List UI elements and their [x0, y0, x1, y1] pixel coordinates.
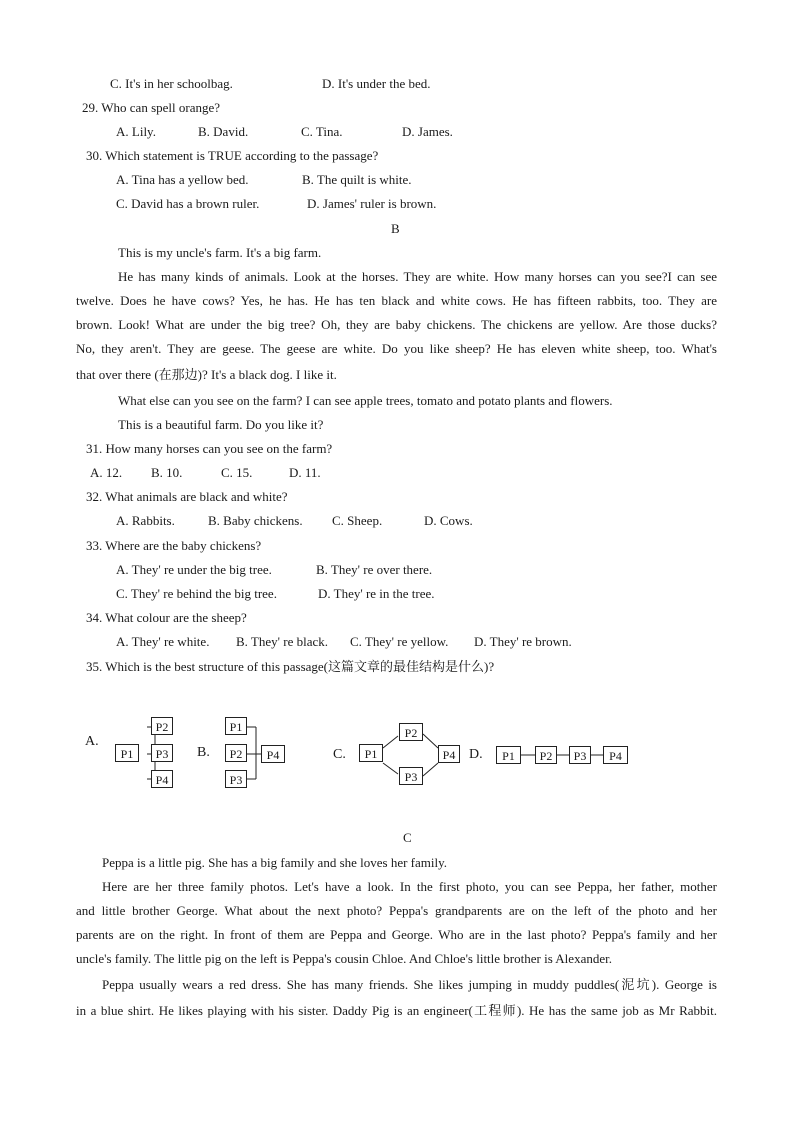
q34-option-b: B. They' re black. — [236, 634, 328, 649]
q33-option-a: A. They' re under the big tree. — [116, 562, 272, 577]
q30-option-c: C. David has a brown ruler. — [116, 196, 260, 211]
diagram-a-p2-box: P2 — [151, 717, 173, 735]
q31-option-a: A. 12. — [90, 465, 123, 480]
structure-diagrams — [80, 708, 640, 798]
q30-option-d: D. James' ruler is brown. — [307, 196, 437, 211]
diagram-b-p1-box: P1 — [225, 717, 247, 735]
diagram-d-p1-box: P1 — [496, 746, 521, 764]
q34-stem: 34. What colour are the sheep? — [86, 610, 247, 625]
q31-option-d: D. 11. — [289, 465, 321, 480]
q31-option-c: C. 15. — [221, 465, 253, 480]
diagram-b-p2-box: P2 — [225, 744, 247, 762]
q30-option-a: A. Tina has a yellow bed. — [116, 172, 249, 187]
diagram-c-p2-box: P2 — [399, 723, 423, 741]
q29-option-a: A. Lily. — [116, 124, 156, 139]
q31-stem: 31. How many horses can you see on the farm? — [86, 441, 333, 456]
q30-stem: 30. Which statement is TRUE according to the passage? — [86, 148, 379, 163]
diagram-c-p3-box: P3 — [399, 767, 423, 785]
section-b-paragraph-3: What else can you see on the farm? I can see apple trees, tomato and potato plants and flowers. — [118, 393, 613, 408]
section-c-paragraph-1: Peppa is a little pig. She has a big family and she loves her family. — [102, 855, 448, 870]
diagram-d-p2-box: P2 — [535, 746, 557, 764]
q29-stem: 29. Who can spell orange? — [82, 100, 221, 115]
section-b-paragraph-2-line-5: that over there (在那边)? It's a black dog. I like it. — [76, 367, 337, 382]
q32-option-d: D. Cows. — [424, 513, 473, 528]
section-c-paragraph-2-line-1: Here are her three family photos. Let's have a look. In the first photo, you can see Peppa, her father, mother — [102, 879, 717, 894]
q33-stem: 33. Where are the baby chickens? — [86, 538, 262, 553]
section-b-paragraph-2-line-3: brown. Look! What are under the big tree? Oh, they are baby chickens. The chickens are yellow. Are those ducks? — [76, 317, 717, 332]
section-b-paragraph-2-line-1: He has many kinds of animals. Look at the horses. They are white. How many horses can you see?I can see — [118, 269, 717, 284]
diagram-d-p3-box: P3 — [569, 746, 591, 764]
q32-option-a: A. Rabbits. — [116, 513, 175, 528]
q32-option-b: B. Baby chickens. — [208, 513, 303, 528]
section-c-paragraph-2-line-3: parents are on the right. In front of them are Peppa and George. Who are in the last photo? Peppa's family and her — [76, 927, 717, 942]
section-c-paragraph-2-line-4: uncle's family. The little pig on the left is Peppa's cousin Chloe. And Chloe's little brother is Alexander. — [76, 951, 612, 966]
q34-option-a: A. They' re white. — [116, 634, 210, 649]
diagram-d-p4-box: P4 — [603, 746, 628, 764]
section-c-heading: C — [403, 830, 412, 845]
diagram-b-p4-box: P4 — [261, 745, 285, 763]
q34-option-c: C. They' re yellow. — [350, 634, 449, 649]
diagram-d-label: D. — [469, 747, 483, 762]
diagram-b-p3-box: P3 — [225, 770, 247, 788]
q29-option-d: D. James. — [402, 124, 453, 139]
q33-option-c: C. They' re behind the big tree. — [116, 586, 277, 601]
diagram-c-p4-box: P4 — [438, 745, 460, 763]
diagram-a-p4-box: P4 — [151, 770, 173, 788]
section-b-paragraph-2-line-2: twelve. Does he have cows? Yes, he has. He has ten black and white cows. He has fifteen rabbits, too. They are — [76, 293, 717, 308]
section-b-heading: B — [391, 221, 400, 236]
diagram-a-label: A. — [85, 734, 99, 749]
q35-stem: 35. Which is the best structure of this passage(这篇文章的最佳结构是什么)? — [86, 659, 495, 674]
section-c-paragraph-2-line-2: and little brother George. What about the next photo? Peppa's grandparents are on the left of the photo and her — [76, 903, 717, 918]
diagram-a-p3-box: P3 — [151, 744, 173, 762]
q29-option-c: C. Tina. — [301, 124, 343, 139]
q30-option-b: B. The quilt is white. — [302, 172, 412, 187]
q34-option-d: D. They' re brown. — [474, 634, 572, 649]
section-b-paragraph-4: This is a beautiful farm. Do you like it? — [118, 417, 324, 432]
q28-option-d: D. It's under the bed. — [322, 76, 431, 91]
q33-option-d: D. They' re in the tree. — [318, 586, 435, 601]
diagram-a-p1-box: P1 — [115, 744, 139, 762]
diagram-c-label: C. — [333, 747, 346, 762]
section-b-paragraph-2-line-4: No, they aren't. They are geese. The geese are white. Do you like sheep? He has eleven white sheep, too. What's — [76, 341, 717, 356]
section-c-paragraph-3-line-1: Peppa usually wears a red dress. She has many friends. She likes jumping in muddy puddles(泥坑). George is — [102, 977, 717, 992]
q32-stem: 32. What animals are black and white? — [86, 489, 288, 504]
q29-option-b: B. David. — [198, 124, 249, 139]
diagram-c-p1-box: P1 — [359, 744, 383, 762]
q33-option-b: B. They' re over there. — [316, 562, 433, 577]
q28-option-c: C. It's in her schoolbag. — [110, 76, 233, 91]
diagram-b-label: B. — [197, 745, 210, 760]
q31-option-b: B. 10. — [151, 465, 183, 480]
q32-option-c: C. Sheep. — [332, 513, 383, 528]
section-b-paragraph-1: This is my uncle's farm. It's a big farm. — [118, 245, 322, 260]
section-c-paragraph-3-line-2: in a blue shirt. He likes playing with his sister. Daddy Pig is an engineer(工程师). He has the same job as Mr Rabbit. — [76, 1003, 717, 1018]
